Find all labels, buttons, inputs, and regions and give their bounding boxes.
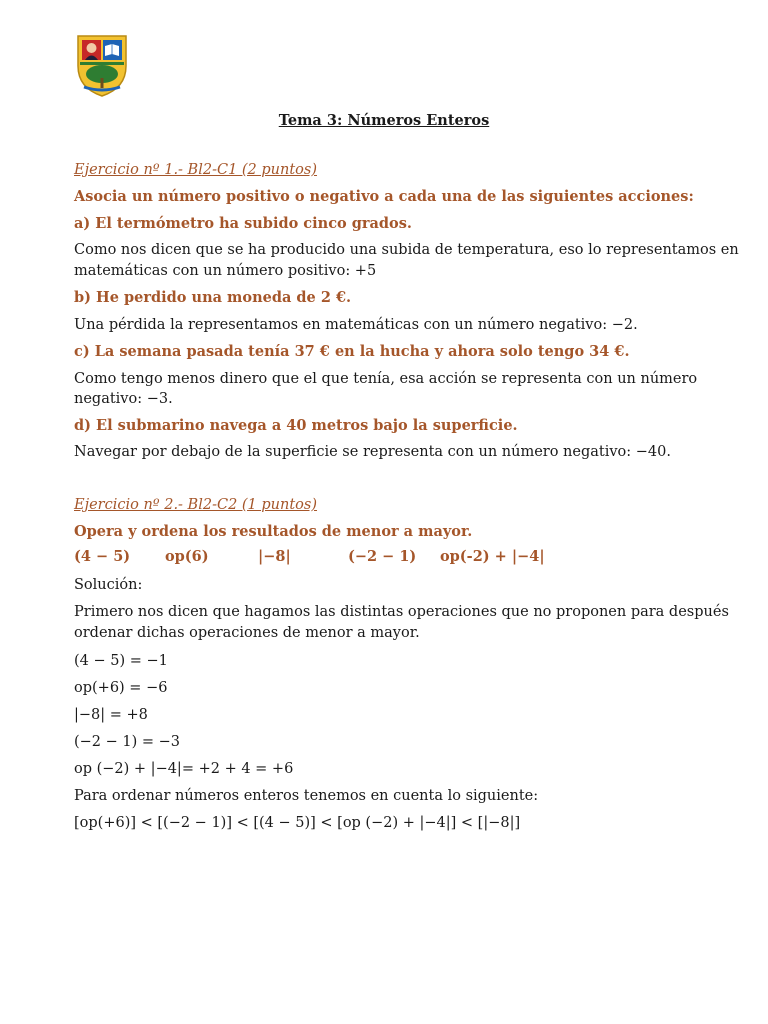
order-intro: Para ordenar números enteros tenemos en cuenta lo siguiente:: [74, 788, 539, 804]
operation-item: (4 − 5): [74, 548, 131, 565]
question-a: a) El termómetro ha subido cinco grados.: [74, 215, 412, 232]
result-line: |−8| = +8: [74, 707, 148, 723]
result-line: op(+6) = −6: [74, 680, 168, 696]
result-line: (4 − 5) = −1: [74, 653, 168, 669]
exercise-2-header: Ejercicio nº 2.- Bl2-C2 (1 puntos): [74, 497, 318, 513]
operation-item: |−8|: [258, 548, 291, 565]
question-c: c) La semana pasada tenía 37 € en la hucha y ahora solo tengo 34 €.: [74, 343, 630, 360]
solution-intro-line-1: Primero nos dicen que hagamos las distintas operaciones que no proponen para después: [74, 604, 729, 620]
operation-item: (−2 − 1): [348, 548, 417, 565]
answer-d: Navegar por debajo de la superficie se representa con un número negativo: −40.: [74, 444, 671, 460]
operation-item: op(-2) + |−4|: [440, 548, 545, 565]
question-d: d) El submarino navega a 40 metros bajo la superficie.: [74, 417, 518, 434]
school-crest-logo: [74, 32, 130, 98]
result-line: (−2 − 1) = −3: [74, 734, 181, 750]
order-result: [op(+6)] < [(−2 − 1)] < [(4 − 5)] < [op (−2) + |−4|] < [|−8|]: [74, 815, 521, 831]
solution-label: Solución:: [74, 577, 143, 593]
answer-a-line-1: Como nos dicen que se ha producido una subida de temperatura, eso lo representamos en: [74, 242, 739, 258]
answer-c-line-1: Como tengo menos dinero que el que tenía, esa acción se representa con un número: [74, 371, 698, 387]
exercise-1-prompt: Asocia un número positivo o negativo a cada una de las siguientes acciones:: [74, 188, 694, 205]
result-line: op (−2) + |−4|= +2 + 4 = +6: [74, 761, 294, 777]
answer-b: Una pérdida la representamos en matemáticas con un número negativo: −2.: [74, 317, 638, 333]
question-b: b) He perdido una moneda de 2 €.: [74, 289, 352, 306]
answer-c-line-2: negativo: −3.: [74, 391, 173, 407]
operation-item: op(6): [165, 548, 209, 565]
answer-a-line-2: matemáticas con un número positivo: +5: [74, 263, 377, 279]
exercise-2-prompt: Opera y ordena los resultados de menor a mayor.: [74, 523, 473, 540]
page-title: Tema 3: Números Enteros: [278, 112, 490, 129]
solution-intro-line-2: ordenar dichas operaciones de menor a mayor.: [74, 625, 420, 641]
exercise-1-header: Ejercicio nº 1.- Bl2-C1 (2 puntos): [74, 162, 318, 178]
